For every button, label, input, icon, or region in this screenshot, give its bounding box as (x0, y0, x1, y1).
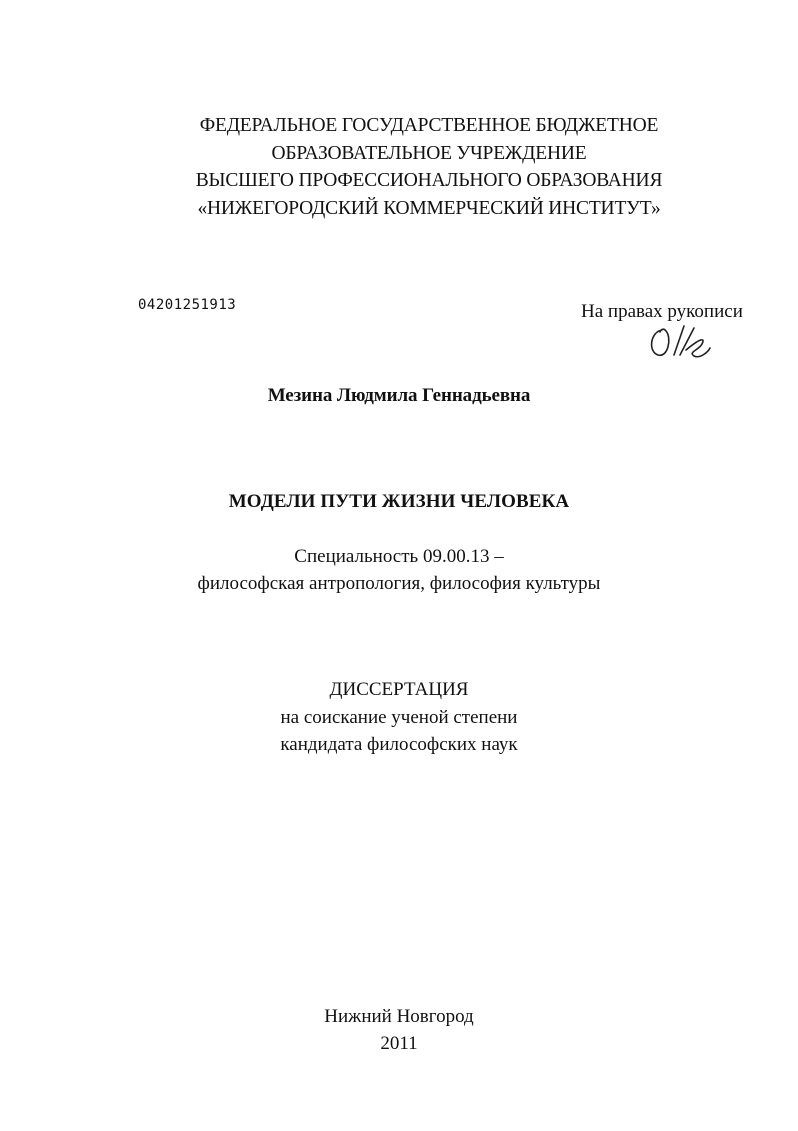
degree-line-2: кандидата философских наук (280, 734, 518, 755)
author-name: Мезина Людмила Геннадьевна (267, 385, 531, 406)
institution-line-2: ОБРАЗОВАТЕЛЬНОЕ УЧРЕЖДЕНИЕ (271, 142, 587, 164)
degree-line-1: на соискание ученой степени (280, 707, 518, 728)
year: 2011 (380, 1033, 418, 1054)
institution-header (0, 112, 798, 222)
institution-line-4: «НИЖЕГОРОДСКИЙ КОММЕРЧЕСКИЙ ИНСТИТУТ» (197, 197, 661, 219)
dissertation-title: МОДЕЛИ ПУТИ ЖИЗНИ ЧЕЛОВЕКА (228, 491, 570, 512)
specialty-code: Специальность 09.00.13 – (294, 546, 504, 567)
institution-line-1: ФЕДЕРАЛЬНОЕ ГОСУДАРСТВЕННОЕ БЮДЖЕТНОЕ (199, 115, 659, 136)
document-type: ДИССЕРТАЦИЯ (329, 679, 469, 700)
signature-icon (644, 322, 716, 362)
rights-note: На правах рукописи (581, 301, 743, 322)
institution-line-3: ВЫСШЕГО ПРОФЕССИОНАЛЬНОГО ОБРАЗОВАНИЯ (195, 170, 663, 191)
specialty-name: философская антропология, философия культуры (197, 573, 601, 594)
city: Нижний Новгород (324, 1006, 474, 1027)
catalog-number: 04201251913 (138, 297, 237, 313)
